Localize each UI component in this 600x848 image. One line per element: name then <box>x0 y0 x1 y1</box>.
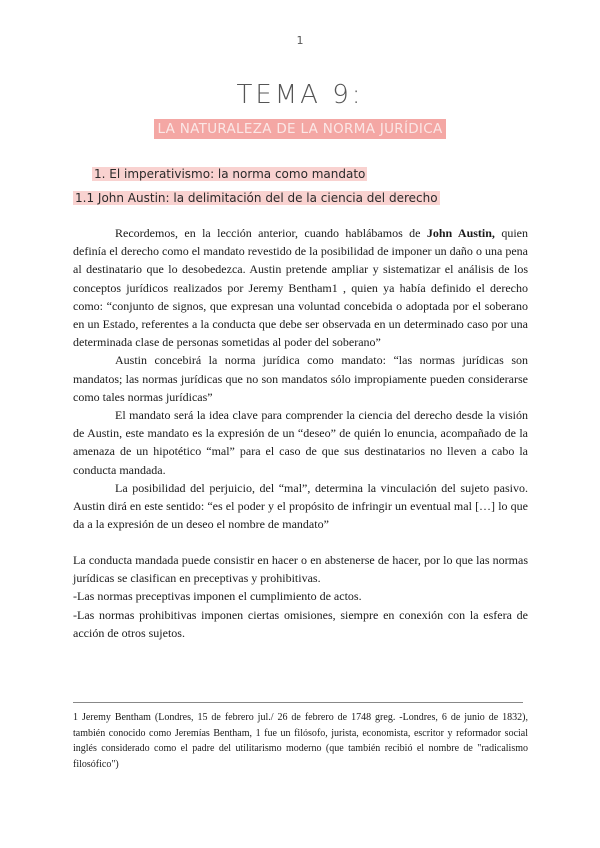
subtitle-container <box>0 119 600 139</box>
list-item-prohibitivas: -Las normas prohibitivas imponen ciertas omisiones, siempre en conexión con la esfera de acción de otros sujetos. <box>73 607 528 640</box>
main-text-block <box>73 224 528 533</box>
footnote-divider <box>73 702 523 703</box>
page-number: 1 <box>296 34 304 47</box>
paragraph-perjuicio: La posibilidad del perjuicio, del “mal”, determina la vinculación del sujeto pasivo. Austin dirá en este sentido: “es el poder y el propósito de infringir un eventual mal […] lo que da a la expresión de un deseo el nombre de mandato” <box>73 480 528 532</box>
conducta-block <box>73 551 528 642</box>
paragraph-conducta: La conducta mandada puede consistir en hacer o en abstenerse de hacer, por lo que las normas jurídicas se clasifican en preceptivas y prohibitivas. <box>73 553 528 586</box>
paragraph-mandato-clave: El mandato será la idea clave para comprender la ciencia del derecho desde la visión de Austin, este mandato es la expresión de un “deseo” de quién lo enuncia, acompañado de la amenaza de un hipotético “mal” para el caso de que sus destinatarios no lleven a cabo la conducta mandada. <box>73 408 528 477</box>
list-item-preceptivas: -Las normas preceptivas imponen el cumplimiento de actos. <box>73 589 362 604</box>
paragraph1-before: Recordemos, en la lección anterior, cuando hablábamos de <box>115 226 427 240</box>
subsection-heading <box>73 190 440 206</box>
subsection-heading-text: 1.1 John Austin: la delimitación del de la ciencia del derecho <box>75 191 438 205</box>
page-subtitle: LA NATURALEZA DE LA NORMA JURÍDICA <box>154 119 447 139</box>
paragraph-norma-mandato: Austin concebirá la norma jurídica como mandato: “las normas jurídicas son mandatos; las normas jurídicas que no son mandatos sólo impropiamente pueden considerarse como tales normas jurídicas” <box>73 353 528 404</box>
section-heading-text: 1. El imperativismo: la norma como mandato <box>94 167 366 181</box>
section-heading <box>92 166 367 182</box>
footnote: 1 Jeremy Bentham (Londres, 15 de febrero jul./ 26 de febrero de 1748 greg. -Londres, 6 de junio de 1832), también conocido como Jeremías Bentham, 1 fue un filósofo, jurista, economista, escritor y reformador social inglés considerado como el padre del utilitarismo moderno (que también recibió el nombre de "radicalismo filosófico") <box>73 712 528 770</box>
paragraph1-after: quien definía el derecho como el mandato revestido de la posibilidad de imponer un daño o una pena al destinatario que lo desobedezca. Austin pretende ampliar y sistematizar el análisis de los conceptos jurídicos realizados por Jeremy Bentham1 , quien ya había definido el derecho como: “conjunto de signos, que expresan una voluntad concebida o adoptada por el soberano en un Estado, referentes a la conducta que debe ser observada en un determinado caso por una determinada clase de personas sometidas al poder del soberano” <box>73 226 528 350</box>
paragraph-austin-intro <box>73 224 528 351</box>
page-title: TEMA 9: <box>236 80 364 110</box>
paragraph1-bold: John Austin, <box>426 226 495 240</box>
